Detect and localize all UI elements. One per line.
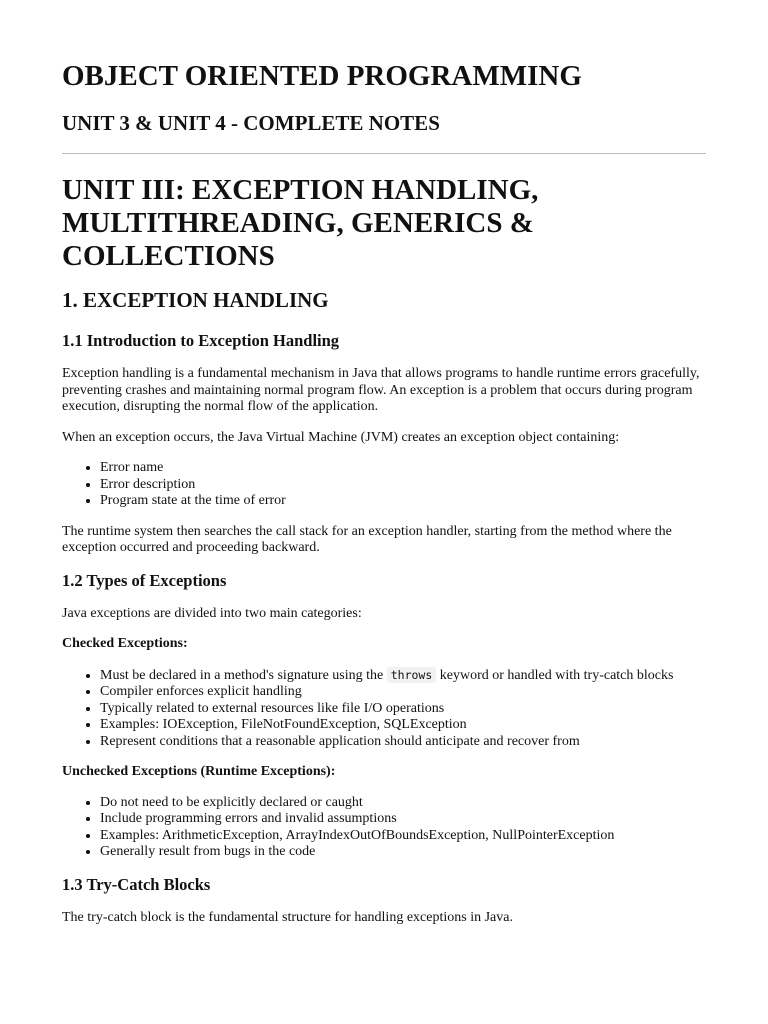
checked-exceptions-label: Checked Exceptions: [62,636,188,651]
list-item [100,667,706,685]
list-item: • Compiler enforces explicit handling [100,684,706,701]
paragraph: The runtime system then searches the call stack for an exception handler, starting from the method where the exception occurred and proceeding backward. [62,523,672,555]
inline-code: throws [387,667,437,683]
list-item: • Typically related to external resources like file I/O operations [100,701,706,718]
bullet-list [62,667,706,751]
unit-title: UNIT III: EXCEPTION HANDLING, MULTITHREADING, GENERICS & COLLECTIONS [62,174,539,272]
divider [62,153,706,154]
subsection-title-trycatch: 1.3 Try-Catch Blocks [62,874,211,894]
subsection-title-types: 1.2 Types of Exceptions [62,570,227,590]
section-title: 1. EXCEPTION HANDLING [62,288,329,312]
bullet-list [62,795,706,861]
list-item: • Error name [100,460,706,477]
paragraph: Java exceptions are divided into two main categories: [62,605,362,621]
list-item: • Do not need to be explicitly declared or caught [100,795,706,812]
list-item-text: Must be declared in a method's signature using the [100,667,387,683]
unchecked-exceptions-label: Unchecked Exceptions (Runtime Exceptions): [62,764,336,779]
list-item: • Represent conditions that a reasonable application should anticipate and recover from [100,734,706,751]
subsection-title-intro: 1.1 Introduction to Exception Handling [62,331,340,350]
list-item: • Include programming errors and invalid assumptions [100,811,706,828]
document-subtitle: UNIT 3 & UNIT 4 - COMPLETE NOTES [62,111,440,135]
list-item-text: keyword or handled with try-catch blocks [436,667,674,683]
document-title: OBJECT ORIENTED PROGRAMMING [62,60,582,92]
list-item: • Examples: ArithmeticException, ArrayIndexOutOfBoundsException, NullPointerException [100,828,706,845]
list-item: • Error description [100,477,706,494]
bullet-list [62,460,706,510]
list-item: • Examples: IOException, FileNotFoundException, SQLException [100,717,706,734]
paragraph: Exception handling is a fundamental mechanism in Java that allows programs to handle runtime errors gracefully, preventing crashes and maintaining normal program flow. An exception is a problem that occurs during program execution, disrupting the normal flow of the application. [62,366,700,414]
paragraph: When an exception occurs, the Java Virtual Machine (JVM) creates an exception object containing: [62,429,620,445]
paragraph: The try-catch block is the fundamental structure for handling exceptions in Java. [62,909,513,925]
list-item: • Program state at the time of error [100,493,706,510]
list-item: • Generally result from bugs in the code [100,844,706,861]
